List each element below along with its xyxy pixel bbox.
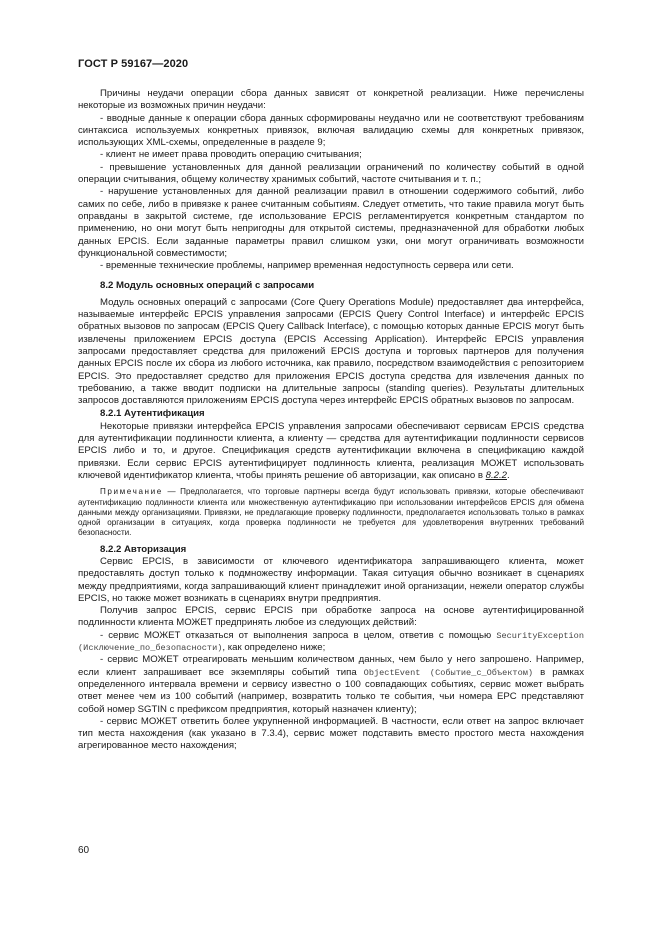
paragraph: Получив запрос EPCIS, сервис EPCIS при обработке запроса на основе аутентифицированной подлинности клиента МОЖЕТ предпринять любое из следующих действий: xyxy=(78,605,584,629)
paragraph xyxy=(78,421,584,482)
list-item: - превышение установленных для данной реализации ограничений по количеству событий в одной операции считывания, общему количеству хранимых событий, частоте считывания и т. п.; xyxy=(78,161,584,186)
list-item: - сервис МОЖЕТ ответить более укрупненной информацией. В частности, если ответ на запрос включает тип места нахождения (как указано в 7.3.4), сервис может подставить вместо простого места нахождения агрегированное место нахождения; xyxy=(78,715,584,752)
paragraph: Сервис EPCIS, в зависимости от ключевого идентификатора запрашивающего клиента, может предоставлять доступ только к подмножеству информации. Такая ситуация обычно возникает в сценариях между предприятиями, когда запрашивающий клиент принадлежит иной организации, нежели оператор службы EPCIS, но также может возникать в сценариях внутри предприятия. xyxy=(78,555,584,604)
paragraph-end: . xyxy=(507,469,510,481)
list-item: - клиент не имеет права проводить операцию считывания; xyxy=(100,149,362,161)
paragraph: Причины неудачи операции сбора данных зависят от конкретной реализации. Ниже перечислены некоторые из возможных причин неудачи: xyxy=(78,88,584,112)
list-item-text: , как определено ниже; xyxy=(222,642,326,654)
list-item xyxy=(78,630,584,655)
note-text: — Предполагается, что торговые партнеры всегда будут использовать привязки, которые обеспечивают аутентификацию подлинности клиента или множественную аутентификацию при использовании интерфейсов EPCIS для обмена данными между организациями. Привязки, не предлагающие проверку подлинности, предполагается использовать только в рамках одной организации в ситуациях, когда проверка подлинности не требуется для удовлетворения внутренних требований безопасности. xyxy=(78,487,584,538)
list-item xyxy=(78,654,584,715)
list-item-text: - сервис МОЖЕТ отказаться от выполнения запроса в целом, ответив с помощью xyxy=(100,629,497,641)
paragraph: Модуль основных операций с запросами (Core Query Operations Module) предоставляет два интерфейса, называемые интерфейс EPCIS управления запросами (EPCIS Query Control Interface) и интерфейс EPCIS обратных вызовов по запросам (EPCIS Query Callback Interface), с помощью которых данные EPCIS могут быть извлечены приложением EPCIS доступа (EPCIS Accessing Application). Интерфейс EPCIS управления запросами предоставляет средства для приложений EPCIS доступа и торговых партнеров для получения данных EPCIS после их сбора из любого источника, как правило, посредством взаимодействия с репозиторием EPCIS. Это предоставляет средство для приложения EPCIS доступа средства для извлечения данных по требованию, а также вводит подписки на длительные запросы (standing queries). Результаты длительных запросов доставляются приложениям EPCIS доступа через интерфейс EPCIS обратных вызовов по запросам. xyxy=(78,296,584,407)
list-item: - вводные данные к операции сбора данных сформированы неудачно или не соответствуют требованиям синтаксиса используемых конкретных привязок, включая валидацию схемы для конкретных привязок, использующих XML-схемы, определенные в разделе 9; xyxy=(78,112,584,149)
document-body xyxy=(78,88,584,753)
section-heading: 8.2 Модуль основных операций с запросами xyxy=(100,280,315,292)
code-text: SecurityException (Исключение_по_безопасности) xyxy=(78,630,584,654)
note-label: Примечание xyxy=(100,487,163,497)
note xyxy=(78,487,584,538)
list-item-text: - сервис МОЖЕТ отреагировать меньшим количеством данных, чем было у него запрошено. Например, если клиент запрашивает все экземпляры событий типа xyxy=(78,654,584,678)
list-item-text: в рамках определенного интервала времени и сервису известно о 100 совпадающих событиях, сервис может выбрать ответ менее чем из 100 событий (например, возвратить только те события, чьи номера EPC представляют собой номер SGTIN с префиксом предприятия, который назначен клиенту); xyxy=(78,666,584,715)
list-item: - временные технические проблемы, например временная недоступность сервера или сети. xyxy=(100,260,514,272)
section-link[interactable]: 8.2.2 xyxy=(485,469,507,481)
subsection-heading: 8.2.2 Авторизация xyxy=(100,543,187,555)
subsection-heading: 8.2.1 Аутентификация xyxy=(100,408,205,420)
paragraph-text: Некоторые привязки интерфейса EPCIS управления запросами обеспечивают сервисам EPCIS средства для аутентификации подлинности клиента, а клиенту — средства для аутентификации подлинности сервисов EPCIS либо и то, и другое. Спецификация средств аутентификации включена в спецификацию каждой привязки. Если сервис EPCIS аутентифицирует подлинность клиента, реализация МОЖЕТ использовать ключевой идентификатор клиента, чтобы принять решение об авторизации, как описано в xyxy=(78,420,584,481)
code-text: ObjectEvent (Событие_с_Объектом) xyxy=(363,667,534,678)
standard-header: ГОСТ Р 59167—2020 xyxy=(78,58,189,70)
page-number: 60 xyxy=(78,845,90,856)
list-item: - нарушение установленных для данной реализации правил в отношении содержимого событий, либо самих по себе, либо в привязке к ранее считанным событиям. Следует отметить, что такие правила могут быть оправданы в закрытой системе, где использование EPCIS регламентируется конкретным стандартом по применению, но они могут быть непригодны для открытой системы, предназначенной для обработки любых данных EPCIS. Если заданные параметры правил слишком узки, они могут ограничивать возможности функциональной совместимости; xyxy=(78,186,584,259)
